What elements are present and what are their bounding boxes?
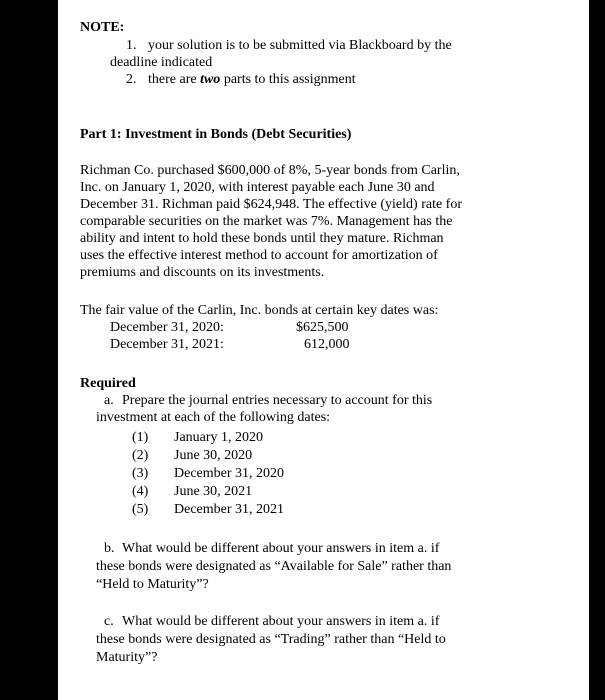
part1-paragraph-line: ability and intent to hold these bonds until they mature. Richman xyxy=(80,231,444,246)
date-item-number: (1) xyxy=(132,430,149,445)
note-item-2-emphasis: two xyxy=(200,72,221,87)
document-page xyxy=(58,0,589,700)
note-item-1-line-1: your solution is to be submitted via Blackboard by the xyxy=(148,38,452,53)
fair-value-intro: The fair value of the Carlin, Inc. bonds at certain key dates was: xyxy=(80,303,439,318)
date-item-number: (2) xyxy=(132,448,149,463)
part1-paragraph-line: December 31. Richman paid $624,948. The effective (yield) rate for xyxy=(80,197,463,212)
note-item-2-post: parts to this assignment xyxy=(220,72,356,87)
date-item-number: (5) xyxy=(132,502,149,517)
fair-value-date: December 31, 2021: xyxy=(110,337,224,352)
date-item-number: (4) xyxy=(132,484,149,499)
required-c-line-2: these bonds were designated as “Trading” rather than “Held to xyxy=(96,632,446,647)
note-item-2 xyxy=(148,71,356,88)
note-item-2-number: 2. xyxy=(126,72,137,87)
part1-paragraph-line: comparable securities on the market was 7%. Management has the xyxy=(80,214,453,229)
note-item-1-line-2: deadline indicated xyxy=(110,55,213,70)
date-item-number: (3) xyxy=(132,466,149,481)
date-item: June 30, 2021 xyxy=(174,484,253,499)
fair-value-amount: $625,500 xyxy=(296,320,349,335)
date-item: December 31, 2020 xyxy=(174,466,285,481)
required-b-line-3: “Held to Maturity”? xyxy=(96,577,209,592)
note-item-1-number: 1. xyxy=(126,38,137,53)
date-item: January 1, 2020 xyxy=(174,430,264,445)
date-item: December 31, 2021 xyxy=(174,502,285,517)
note-item-2-pre: there are xyxy=(148,72,201,87)
required-c-line-1: What would be different about your answers in item a. if xyxy=(122,614,440,629)
required-b-line-1: What would be different about your answers in item a. if xyxy=(122,541,440,556)
part1-paragraph-line: Inc. on January 1, 2020, with interest payable each June 30 and xyxy=(80,180,435,195)
part1-paragraph-line: uses the effective interest method to account for amortization of xyxy=(80,248,438,263)
part1-paragraph-line: premiums and discounts on its investments. xyxy=(80,265,325,280)
required-b-label: b. xyxy=(104,541,115,556)
fair-value-amount: 612,000 xyxy=(304,337,350,352)
part1-title: Part 1: Investment in Bonds (Debt Securities) xyxy=(80,127,352,142)
required-a-line-1: Prepare the journal entries necessary to account for this xyxy=(122,393,433,408)
note-heading: NOTE: xyxy=(80,20,125,35)
required-c-line-3: Maturity”? xyxy=(96,650,158,665)
required-heading: Required xyxy=(80,376,136,391)
part1-paragraph-line: Richman Co. purchased $600,000 of 8%, 5-year bonds from Carlin, xyxy=(80,163,460,178)
required-b-line-2: these bonds were designated as “Available for Sale” rather than xyxy=(96,559,452,574)
date-item: June 30, 2020 xyxy=(174,448,253,463)
required-c-label: c. xyxy=(104,614,114,629)
required-a-line-2: investment at each of the following dates: xyxy=(96,410,331,425)
fair-value-date: December 31, 2020: xyxy=(110,320,224,335)
required-a-label: a. xyxy=(104,393,114,408)
